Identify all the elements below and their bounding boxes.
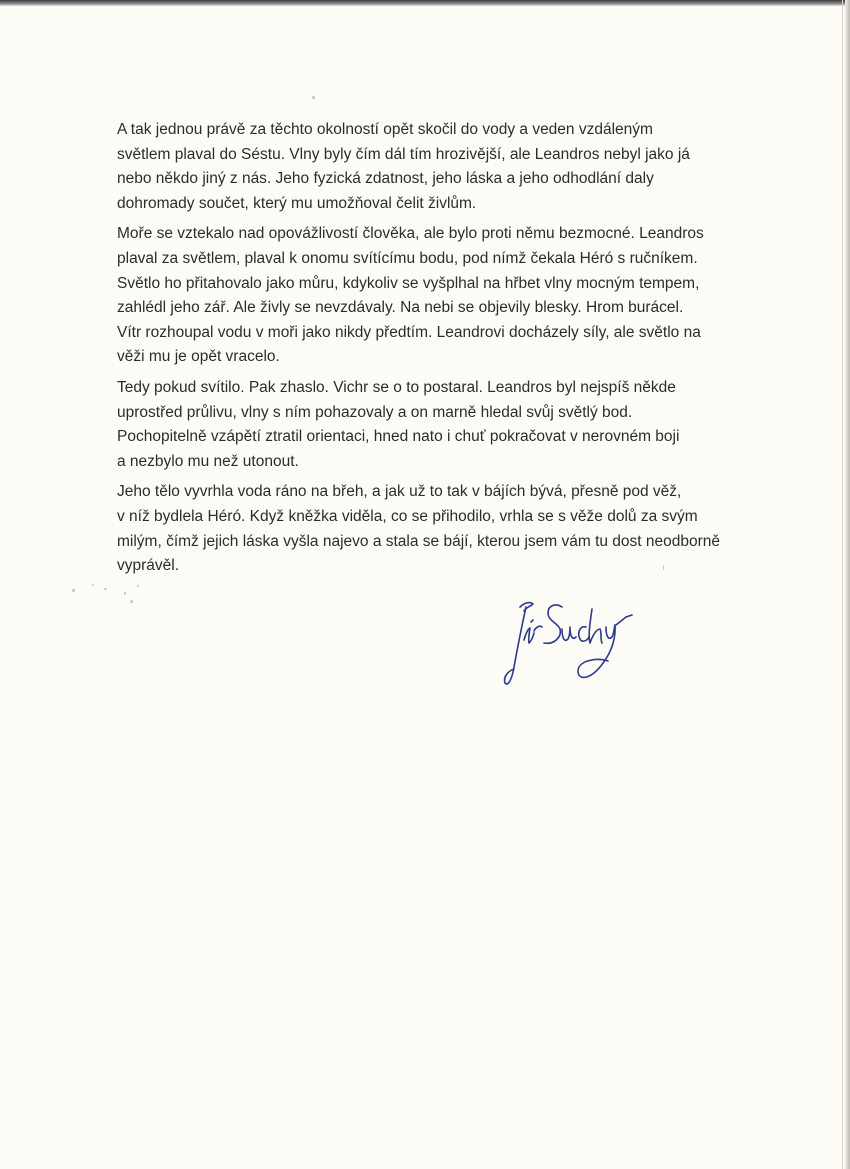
text-line: plaval za světlem, plaval k onomu svítícímu bodu, pod nímž čekala Héró s ručníkem. xyxy=(117,249,698,267)
text-line: vyprávěl. xyxy=(117,557,180,575)
paragraph-4 xyxy=(117,480,777,578)
page-top-edge xyxy=(0,0,850,6)
text-line: A tak jednou právě za těchto okolností opět skočil do vody a veden vzdáleným xyxy=(117,121,653,138)
text-line: Pochopitelně vzápětí ztratil orientaci, hned nato i chuť pokračovat v nerovném boji xyxy=(117,428,680,446)
text-line: Tedy pokud svítilo. Pak zhaslo. Vichr se o to postaral. Leandros byl nejspíš někde xyxy=(117,378,676,396)
handwritten-signature xyxy=(500,595,650,695)
page-right-edge xyxy=(845,0,850,1169)
text-line: zahlédl jeho zář. Ale živly se nevzdávaly. Na nebi se objevily blesky. Hrom burácel. xyxy=(117,299,684,317)
text-line: uprostřed průlivu, vlny s ním pohazovaly a on marně hledal svůj světlý bod. xyxy=(117,403,633,421)
scan-speck xyxy=(312,96,315,99)
text-line: Vítr rozhoupal vodu v moři jako nikdy předtím. Leandrovi docházely síly, ale světlo na xyxy=(117,323,701,341)
scan-speck xyxy=(663,565,664,570)
text-line: věži mu je opět vracelo. xyxy=(117,348,280,366)
text-line: milým, čímž jejich láska vyšla najevo a stala se bájí, kterou jsem vám tu dost neodborně xyxy=(117,532,721,550)
text-line: dohromady součet, který mu umožňoval čelit živlům. xyxy=(117,194,477,212)
scan-speck xyxy=(137,585,139,587)
text-line: světlem plaval do Séstu. Vlny byly čím dál tím hrozivější, ale Leandros nebyl jako já xyxy=(117,145,690,163)
scan-speck xyxy=(104,588,107,590)
text-line: Jeho tělo vyvrhla voda ráno na břeh, a jak už to tak v bájích bývá, přesně pod věž, xyxy=(117,483,682,501)
text-line: v níž bydlela Héró. Když kněžka viděla, co se přihodilo, vrhla se s věže dolů za svým xyxy=(117,507,698,525)
paragraph-3 xyxy=(117,376,777,474)
text-line: a nezbylo mu než utonout. xyxy=(117,452,299,470)
scan-speck xyxy=(92,584,94,586)
scan-speck xyxy=(72,589,75,592)
text-line: Moře se vztekalo nad opovážlivostí člověka, ale bylo proti němu bezmocné. Leandros xyxy=(117,225,704,243)
scan-speck xyxy=(130,600,133,603)
paragraph-1 xyxy=(117,118,777,216)
page-fold-line xyxy=(842,0,843,1169)
text-body xyxy=(117,118,777,585)
scan-speck xyxy=(124,592,126,595)
text-line: nebo někdo jiný z nás. Jeho fyzická zdatnost, jeho láska a jeho odhodlání daly xyxy=(117,170,654,188)
text-line: Světlo ho přitahovalo jako můru, kdykoliv se vyšplhal na hřbet vlny mocným tempem, xyxy=(117,274,700,292)
paragraph-2 xyxy=(117,222,777,370)
